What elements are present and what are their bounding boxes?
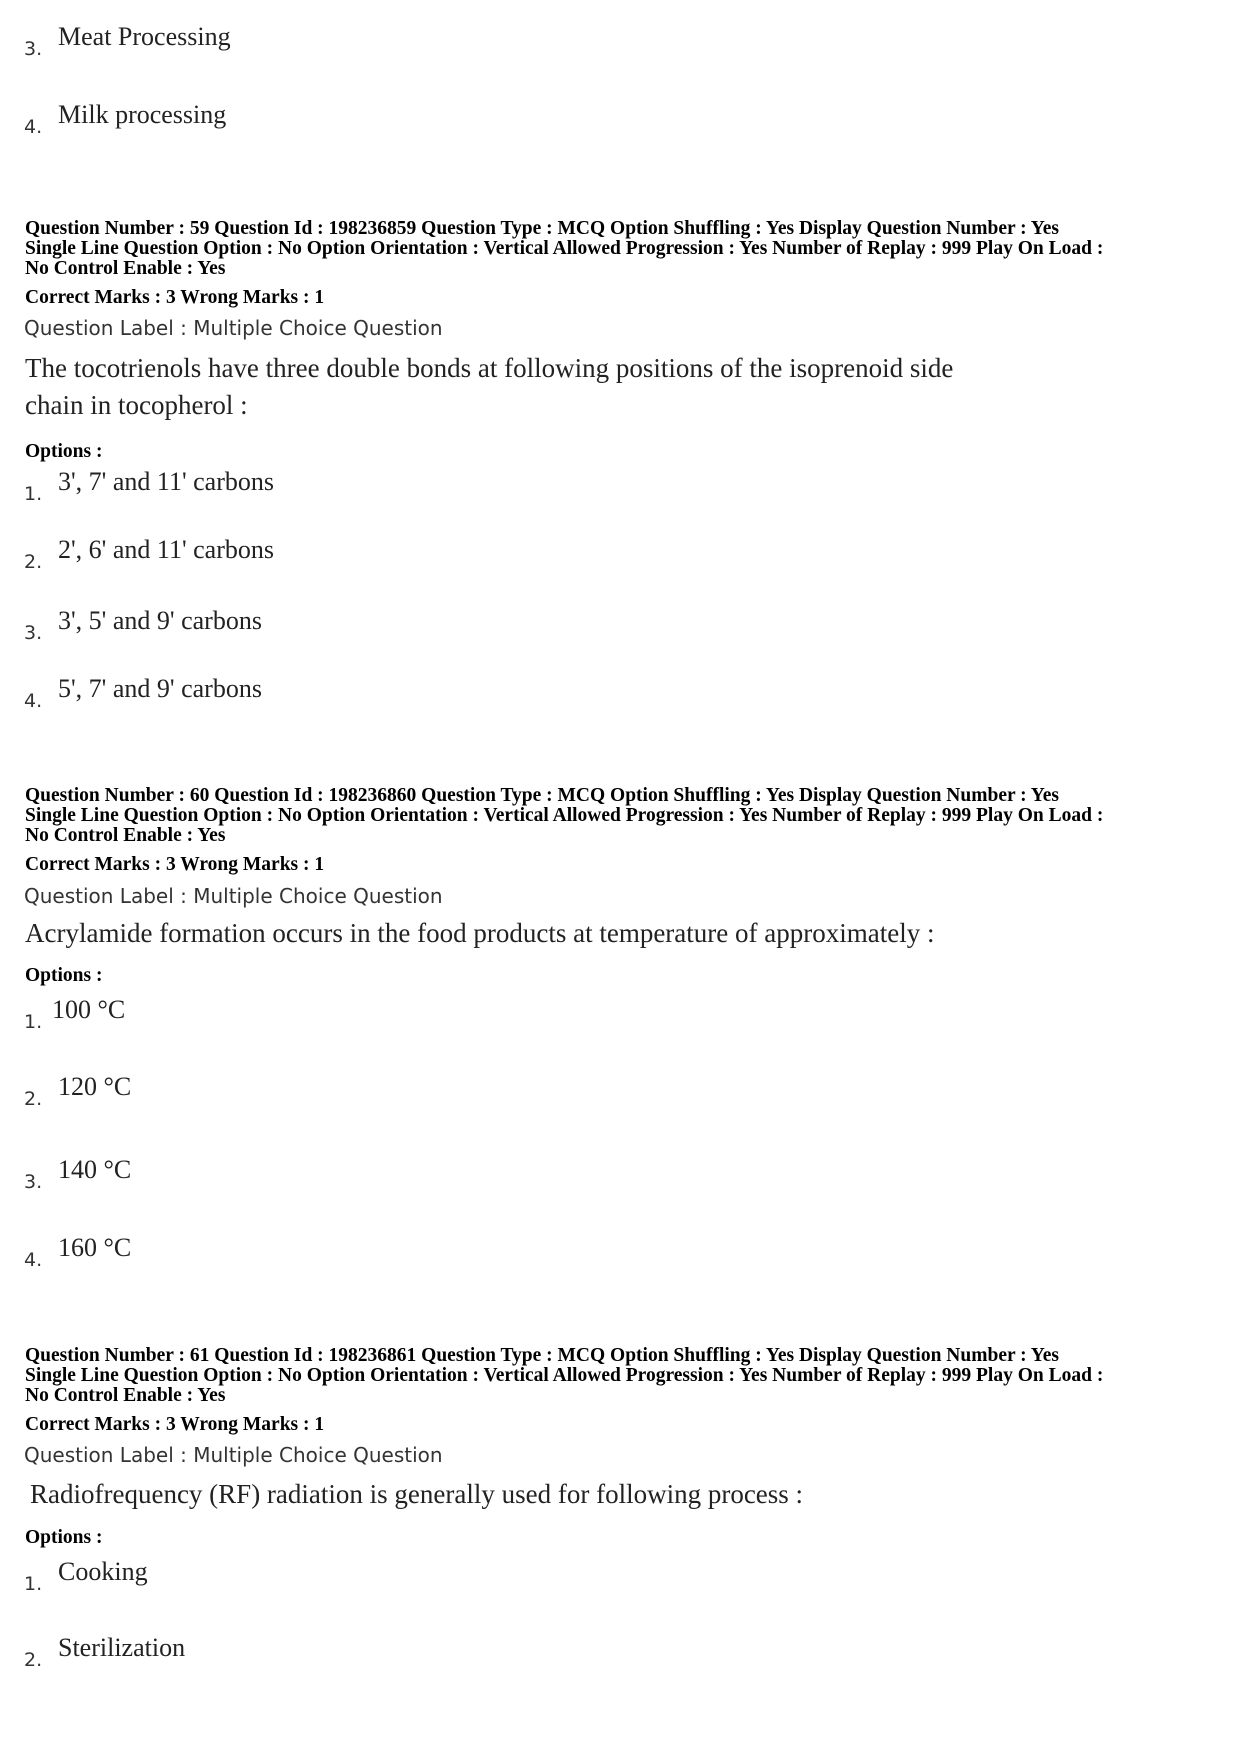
option-text: 160 °C xyxy=(58,1233,132,1262)
question-marks: Correct Marks : 3 Wrong Marks : 1 xyxy=(25,854,325,875)
option-item[interactable] xyxy=(24,535,724,575)
meta-line: Question Number : 61 Question Id : 198236861 Question Type : MCQ Option Shuffling : Yes Display Question Number : Yes xyxy=(25,1345,1059,1366)
option-number: 3. xyxy=(24,622,43,644)
question-meta xyxy=(25,786,1225,846)
option-item[interactable] xyxy=(24,1072,724,1112)
meta-line: Single Line Question Option : No Option Orientation : Vertical Allowed Progression : Yes Number of Replay : 999 Play On Load : xyxy=(25,238,1104,259)
question-meta xyxy=(25,1346,1225,1406)
question-label: Question Label : Multiple Choice Question xyxy=(24,1443,443,1467)
question-text-line: Acrylamide formation occurs in the food products at temperature of approximately : xyxy=(25,918,935,948)
option-item[interactable] xyxy=(24,1633,724,1673)
option-text: Meat Processing xyxy=(58,22,231,51)
option-number: 1. xyxy=(24,483,43,505)
question-text-line: The tocotrienols have three double bonds at following positions of the isoprenoid side xyxy=(25,353,954,383)
option-number: 1. xyxy=(24,1573,43,1595)
option-item[interactable] xyxy=(24,606,724,646)
question-text-line: Radiofrequency (RF) radiation is generally used for following process : xyxy=(30,1479,804,1509)
option-number: 2. xyxy=(24,551,43,573)
option-text: 3', 7' and 11' carbons xyxy=(58,467,274,496)
option-text: 140 °C xyxy=(58,1155,132,1184)
meta-line: No Control Enable : Yes xyxy=(25,1385,226,1406)
option-number: 4. xyxy=(24,116,43,138)
question-label: Question Label : Multiple Choice Question xyxy=(24,884,443,908)
option-text: Milk processing xyxy=(58,100,227,129)
question-marks: Correct Marks : 3 Wrong Marks : 1 xyxy=(25,287,325,308)
question-text xyxy=(25,350,953,424)
options-title: Options : xyxy=(25,965,103,986)
option-number: 3. xyxy=(24,1171,43,1193)
option-number: 2. xyxy=(24,1088,43,1110)
option-item[interactable] xyxy=(24,467,724,507)
meta-line: Question Number : 59 Question Id : 198236859 Question Type : MCQ Option Shuffling : Yes Display Question Number : Yes xyxy=(25,218,1059,239)
option-item[interactable] xyxy=(24,1233,724,1273)
option-text: 100 °C xyxy=(52,995,126,1024)
option-text: Sterilization xyxy=(58,1633,186,1662)
question-marks: Correct Marks : 3 Wrong Marks : 1 xyxy=(25,1414,325,1435)
question-meta xyxy=(25,219,1225,279)
option-text: Cooking xyxy=(58,1557,148,1586)
option-text: 120 °C xyxy=(58,1072,132,1101)
option-item[interactable] xyxy=(24,995,724,1035)
option-number: 4. xyxy=(24,690,43,712)
option-item xyxy=(24,22,724,62)
meta-line: Single Line Question Option : No Option Orientation : Vertical Allowed Progression : Yes Number of Replay : 999 Play On Load : xyxy=(25,805,1104,826)
option-number: 3. xyxy=(24,38,43,60)
options-title: Options : xyxy=(25,1527,103,1548)
option-item[interactable] xyxy=(24,1557,724,1597)
option-text: 3', 5' and 9' carbons xyxy=(58,606,262,635)
option-number: 4. xyxy=(24,1249,43,1271)
option-item[interactable] xyxy=(24,1155,724,1195)
meta-line: No Control Enable : Yes xyxy=(25,825,226,846)
question-text xyxy=(30,1476,803,1513)
question-text-line: chain in tocopherol : xyxy=(25,390,248,420)
option-number: 2. xyxy=(24,1649,43,1671)
option-text: 2', 6' and 11' carbons xyxy=(58,535,274,564)
option-item[interactable] xyxy=(24,674,724,714)
option-text: 5', 7' and 9' carbons xyxy=(58,674,262,703)
meta-line: No Control Enable : Yes xyxy=(25,258,226,279)
option-number: 1. xyxy=(24,1011,43,1033)
meta-line: Question Number : 60 Question Id : 198236860 Question Type : MCQ Option Shuffling : Yes Display Question Number : Yes xyxy=(25,785,1059,806)
question-label: Question Label : Multiple Choice Question xyxy=(24,316,443,340)
meta-line: Single Line Question Option : No Option Orientation : Vertical Allowed Progression : Yes Number of Replay : 999 Play On Load : xyxy=(25,1365,1104,1386)
options-title: Options : xyxy=(25,441,103,462)
option-item xyxy=(24,100,724,140)
question-text xyxy=(25,915,934,952)
